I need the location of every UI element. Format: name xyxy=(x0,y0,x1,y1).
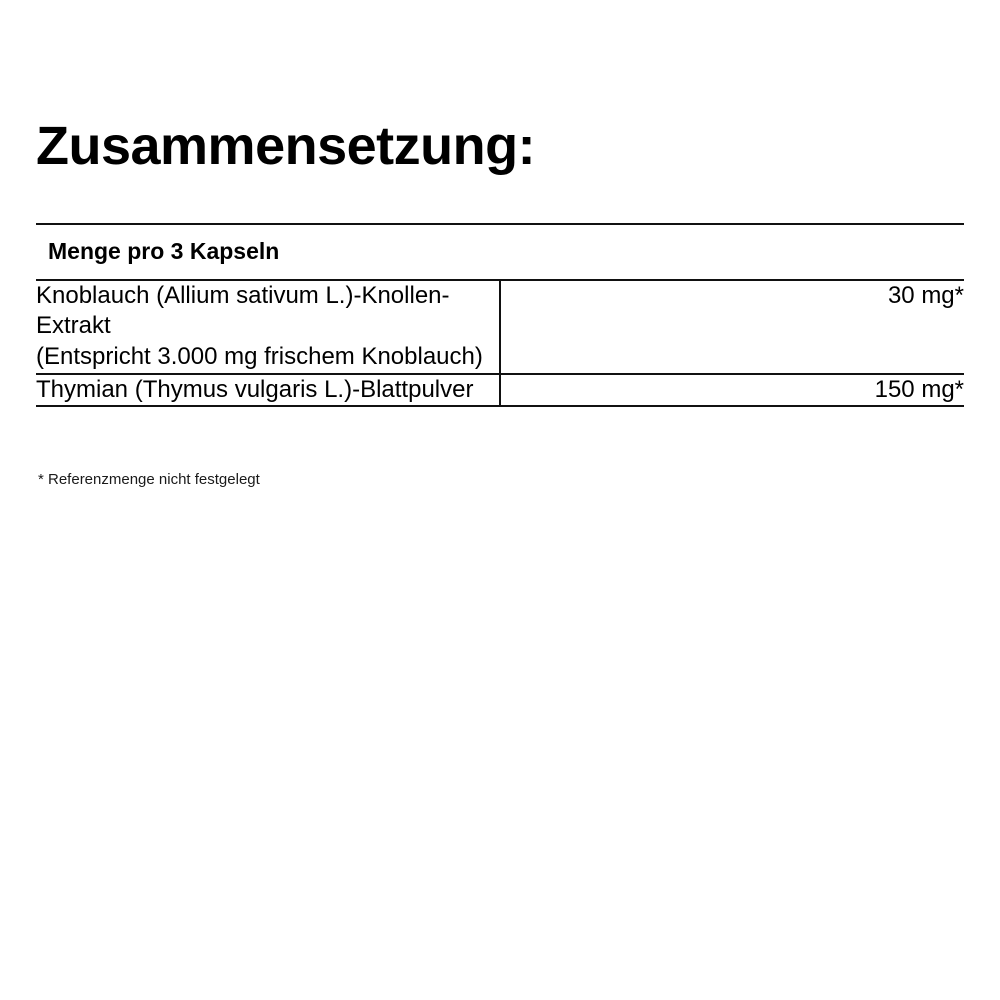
table-header-row xyxy=(36,224,964,280)
page-title: Zusammensetzung: xyxy=(36,116,536,176)
table-header-label: Menge pro 3 Kapseln xyxy=(48,237,280,264)
ingredient-name-cell xyxy=(36,374,500,407)
ingredient-name: Knoblauch (Allium sativum L.)-Knollen-Extrakt xyxy=(36,281,450,340)
ingredient-amount: 150 mg* xyxy=(874,375,964,403)
composition-table xyxy=(36,223,964,408)
ingredient-name-note: (Entspricht 3.000 mg frischem Knoblauch) xyxy=(36,343,483,371)
ingredient-name: Thymian (Thymus vulgaris L.)-Blattpulver xyxy=(36,375,474,403)
ingredient-amount: 30 mg* xyxy=(887,281,964,309)
table-row xyxy=(36,280,964,374)
ingredient-name-cell xyxy=(36,280,500,374)
table-row xyxy=(36,374,964,407)
footnote: * Referenzmenge nicht festgelegt xyxy=(38,471,260,489)
